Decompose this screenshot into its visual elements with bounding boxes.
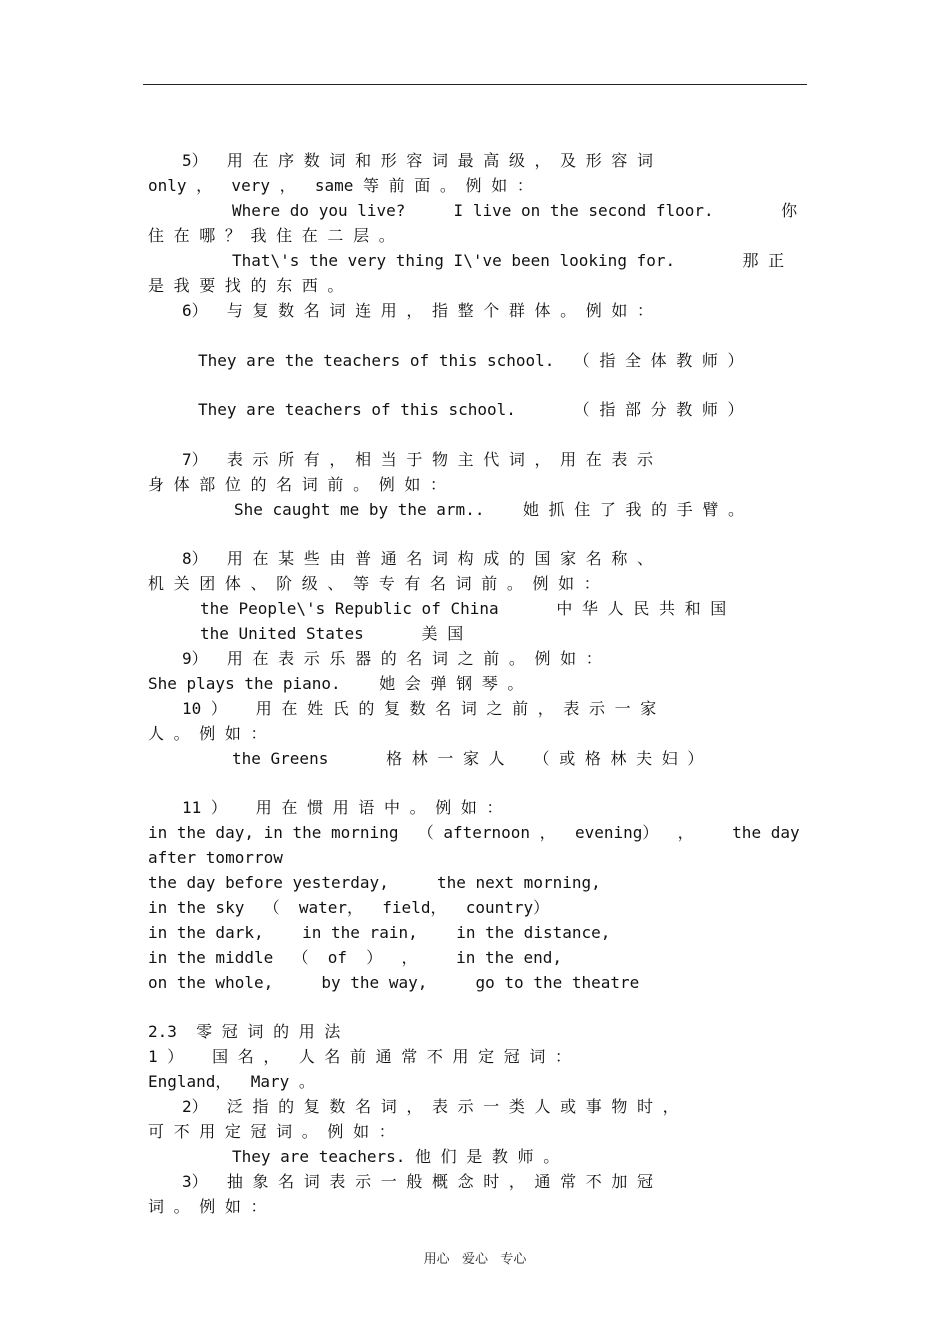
text-line: the United States 美 国 [200,624,464,643]
text-line: in the day, in the morning （ afternoon ， evening） ， the day [148,823,800,842]
text-line: She caught me by the arm.. 她 抓 住 了 我 的 手 臂 。 [234,500,745,519]
text-line: 3） 抽 象 名 词 表 示 一 般 概 念 时 ， 通 常 不 加 冠 [182,1172,654,1191]
text-line: 1 ） 国 名 ， 人 名 前 通 常 不 用 定 冠 词 ： [148,1047,572,1066]
text-line: 可 不 用 定 冠 词 。 例 如 ： [148,1122,395,1141]
text-line: 10 ） 用 在 姓 氏 的 复 数 名 词 之 前 ， 表 示 一 家 [182,699,657,718]
text-line: 是 我 要 找 的 东 西 。 [148,276,344,295]
text-line: the People\'s Republic of China 中 华 人 民 共 和 国 [200,599,727,618]
text-line: Where do you live? I live on the second floor. 你 [232,201,798,220]
text-line: 2.3 零 冠 词 的 用 法 [148,1022,341,1041]
text-line: 2） 泛 指 的 复 数 名 词 ， 表 示 一 类 人 或 事 物 时 ， [182,1097,679,1116]
text-line: on the whole, by the way, go to the theatre [148,973,640,992]
text-line: 住 在 哪 ？ 我 住 在 二 层 。 [148,226,395,245]
text-line: the Greens 格 林 一 家 人 （ 或 格 林 夫 妇 ） [232,749,704,768]
text-line: in the dark, in the rain, in the distance, [148,923,611,942]
text-line: 身 体 部 位 的 名 词 前 。 例 如 ： [148,475,446,494]
text-line: 6） 与 复 数 名 词 连 用 ， 指 整 个 群 体 。 例 如 ： [182,301,654,320]
text-line: the day before yesterday, the next morning, [148,873,601,892]
text-line: in the middle （ of ） ， in the end, [148,948,563,967]
text-line: 机 关 团 体 、 阶 级 、 等 专 有 名 词 前 。 例 如 ： [148,574,600,593]
header-rule [143,84,807,85]
text-line: England， Mary 。 [148,1072,315,1091]
text-line: after tomorrow [148,848,283,867]
text-line: only ， very ， same 等 前 面 。 例 如 ： [148,176,533,195]
text-line: That\'s the very thing I\'ve been looking for. 那 正 [232,251,785,270]
text-line: They are teachers of this school. （ 指 部 分 教 师 ） [198,400,744,419]
text-line: 8） 用 在 某 些 由 普 通 名 词 构 成 的 国 家 名 称 、 [182,549,654,568]
text-line: in the sky （ water， field， country） [148,898,550,917]
text-line: 人 。 例 如 ： [148,724,267,743]
text-line: 9） 用 在 表 示 乐 器 的 名 词 之 前 。 例 如 ： [182,649,602,668]
text-line: 词 。 例 如 ： [148,1197,267,1216]
text-line: 7） 表 示 所 有 ， 相 当 于 物 主 代 词 ， 用 在 表 示 [182,450,654,469]
text-line: They are the teachers of this school. （ 指 全 体 教 师 ） [198,351,744,370]
text-line: They are teachers. 他 们 是 教 师 。 [232,1147,560,1166]
text-line: She plays the piano. 她 会 弹 钢 琴 。 [148,674,524,693]
text-line: 5） 用 在 序 数 词 和 形 容 词 最 高 级 ， 及 形 容 词 [182,151,654,170]
page-footer: 用心 爱心 专心 [423,1252,527,1267]
text-line: 11 ） 用 在 惯 用 语 中 。 例 如 ： [182,798,503,817]
